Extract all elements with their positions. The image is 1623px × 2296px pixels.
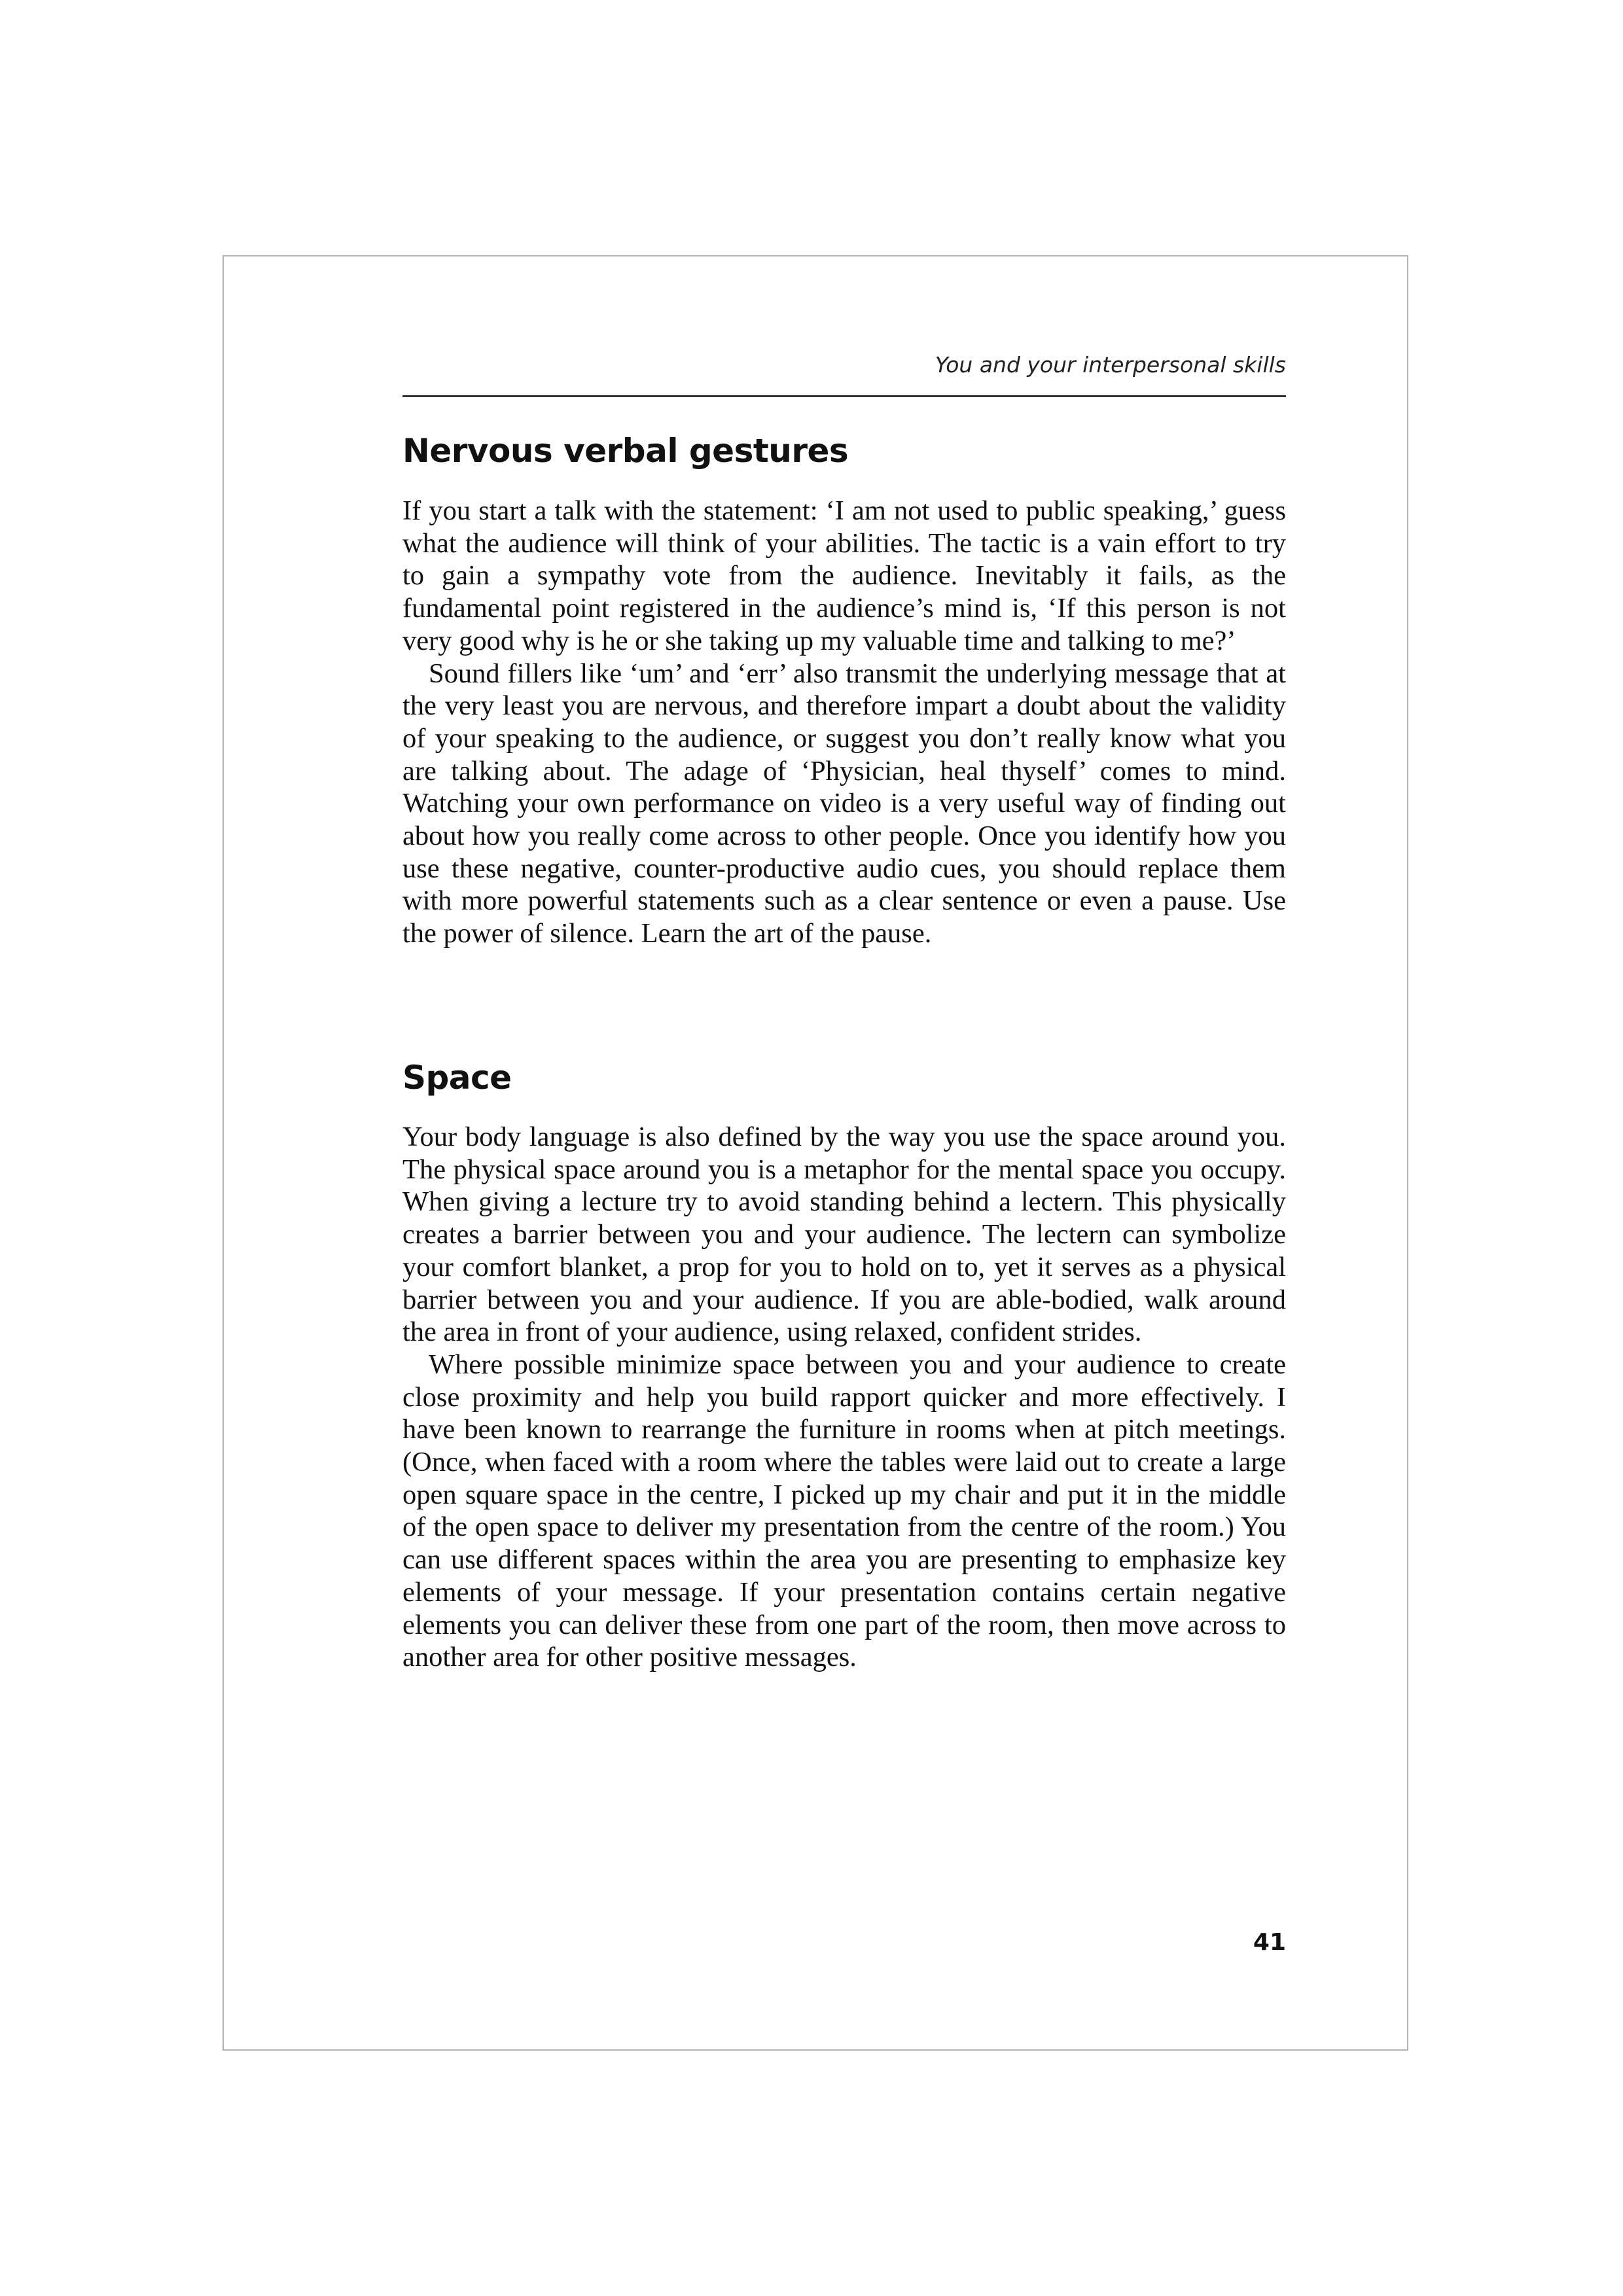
body-paragraph: Your body language is also defined by the way you use the space around you. The physical space around you is a metaphor for the mental space you occupy. When giving a lecture try to avoid standing behind a lectern. This physically creates a barrier between you and your audience. The lectern can symbolize your comfort blanket, a prop for you to hold on to, yet it serves as a physical barrier between you and your audience. If you are able-bodied, walk around the area in front of your audience, using relaxed, confident strides. xyxy=(402,1122,1286,1348)
body-paragraph: Sound fillers like ‘um’ and ‘err’ also transmit the underlying message that at the very least you are nervous, and therefore impart a doubt about the validity of your speaking to the audience, or suggest you don’t really know what you are talking about. The adage of ‘Physician, heal thyself’ comes to mind. Watching your own performance on video is a very useful way of finding out about how you really come across to other people. Once you identify how you use these negative, counter-productive audio cues, you should replace them with more powerful statements such as a clear sentence or even a pause. Use the power of silence. Learn the art of the pause. xyxy=(402,658,1286,949)
section-heading-nervous-verbal-gestures: Nervous verbal gestures xyxy=(402,432,849,470)
body-paragraph: Where possible minimize space between you and your audience to create close proximity and help you build rapport quicker and more effectively. I have been known to rearrange the furniture in rooms when at pitch meetings. (Once, when faced with a room where the tables were laid out to create a large open square space in the centre, I picked up my chair and put it in the middle of the open space to deliver my presentation from the centre of the room.) You can use different spaces within the area you are presenting to emphasize key elements of your message. If your presentation contains certain negative elements you can deliver these from one part of the room, then move across to another area for other positive messages. xyxy=(402,1349,1286,1673)
section-body-nervous-verbal-gestures xyxy=(402,495,1286,950)
running-header: You and your interpersonal skills xyxy=(935,352,1286,378)
page-number: 41 xyxy=(1253,1929,1286,1956)
section-heading-space: Space xyxy=(402,1059,512,1097)
header-rule xyxy=(402,395,1286,397)
body-paragraph: If you start a talk with the statement: ‘I am not used to public speaking,’ guess what the audience will think of your abilities. The tactic is a vain effort to try to gain a sympathy vote from the audience. Inevitably it fails, as the fundamental point registered in the audience’s mind is, ‘If this person is not very good why is he or she taking up my valuable time and talking to me?’ xyxy=(402,495,1286,656)
section-body-space xyxy=(402,1121,1286,1674)
